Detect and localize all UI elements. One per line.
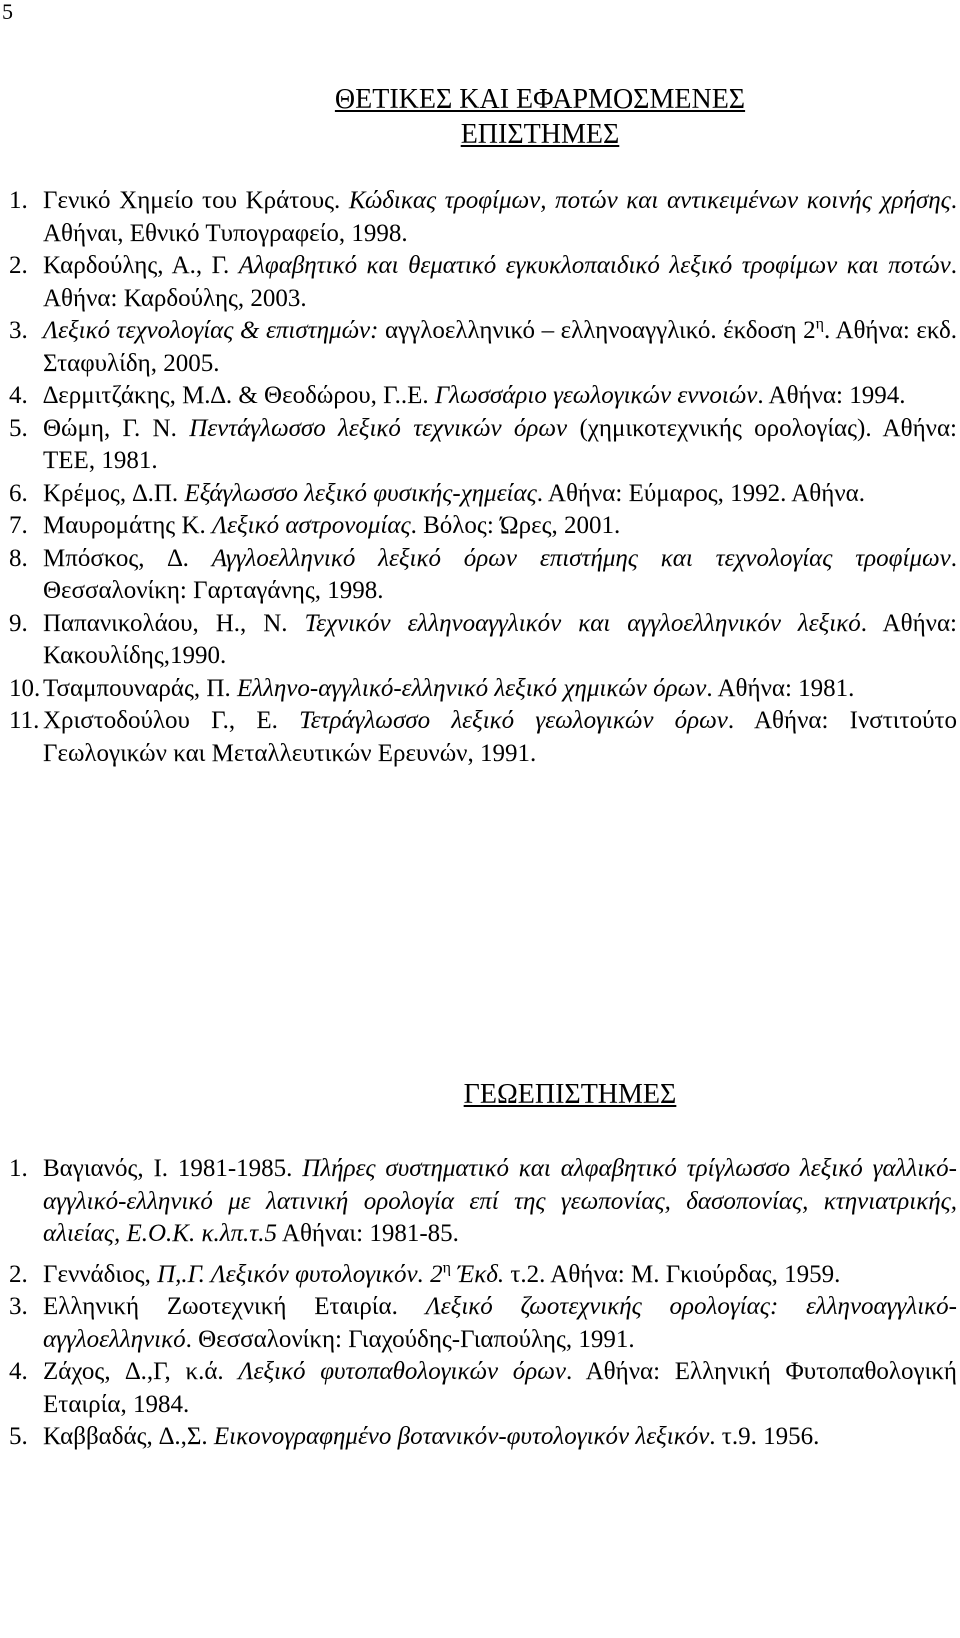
page-number: 5 bbox=[2, 0, 13, 24]
list-item: 9. Παπανικολάου, Η., Ν. Τεχνικόν ελληνοαγγλικόν και αγγλοελληνικόν λεξικό. Αθήνα: Κακουλίδης,1990. bbox=[9, 609, 957, 669]
list-item: 1. Γενικό Χημείο του Κράτους. Κώδικας τροφίμων, ποτών και αντικειμένων κοινής χρήσης. Αθήναι, Εθνικό Τυπογραφείο, 1998. bbox=[9, 187, 957, 247]
list-item: 10. Τσαμπουναράς, Π. Ελληνο-αγγλικό-ελληνικό λεξικό χημικών όρων. Αθήνα: 1981. bbox=[9, 674, 855, 702]
list-item: 2. Καρδούλης, Α., Γ. Αλφαβητικό και θεματικό εγκυκλοπαιδικό λεξικό τροφίμων και ποτών. Αθήνα: Καρδούλης, 2003. bbox=[9, 252, 957, 312]
list-item: 2. Γεννάδιος, Π,.Γ. Λεξικόν φυτολογικόν. $2^\eta$ Έκδ. τ.2. Αθήνα: Μ. Γκιούρδας, 1959. bbox=[9, 1259, 841, 1288]
list-item: 3. Λεξικό τεχνολογίας & επιστημών: αγγλοελληνικό – ελληνοαγγλικό. έκδοση $2^\eta$. Αθήνα: εκδ. Σταφυλίδη, 2005. bbox=[9, 315, 958, 377]
section-title-geosciences: ΓΕΩΕΠΙΣΤΗΜΕΣ bbox=[463, 1079, 677, 1110]
list-item: 1. Βαγιανός, Ι. 1981-1985. Πλήρες συστηματικό και αλφαβητικό τρίγλωσσο λεξικό γαλλικό-αγγλικό-ελληνικό με λατινική ορολογία επί της γεωπονίας, δασοπονίας, κτηνιατρικής, αλιείας, Ε.Ο.Κ. κ.λπ.τ.5 Αθήναι: 1981-85. bbox=[9, 1155, 957, 1247]
section-title-sciences-line1: ΘΕΤΙΚΕΣ ΚΑΙ ΕΦΑΡΜΟΣΜΕΝΕΣ bbox=[334, 84, 746, 115]
list-item: 8. Μπόσκος, ∆. Αγγλοελληνικό λεξικό όρων επιστήμης και τεχνολογίας τροφίμων. Θεσσαλονίκη: Γαρταγάνης, 1998. bbox=[9, 544, 957, 604]
section-title-sciences-line2: ΕΠΙΣΤΗΜΕΣ bbox=[460, 119, 620, 150]
reference-list-sciences bbox=[9, 185, 957, 770]
list-item: 6. Κρέμος, ∆.Π. Εξάγλωσσο λεξικό φυσικής-χημείας. Αθήνα: Εύμαρος, 1992. Αθήνα. bbox=[9, 479, 866, 507]
reference-list-geosciences bbox=[9, 1153, 957, 1454]
list-item: 3. Ελληνική Ζωοτεχνική Εταιρία. Λεξικό ζωοτεχνικής ορολογίας: ελληνοαγγλικό-αγγλοελληνικό. Θεσσαλονίκη: Γιαχούδης-Γιαπούλης, 1991. bbox=[9, 1293, 957, 1353]
list-item: 5. Καββαδάς, ∆.,Σ. Εικονογραφημένο βοτανικόν-φυτολογικόν λεξικόν. τ.9. 1956. bbox=[9, 1423, 820, 1450]
list-item: 7. Μαυρομάτης Κ. Λεξικό αστρονομίας. Βόλος: Ώρες, 2001. bbox=[9, 512, 621, 539]
list-item: 5. Θώμη, Γ. Ν. Πεντάγλωσσο λεξικό τεχνικών όρων (χημικοτεχνικής ορολογίας). Αθήνα: ΤΕΕ, 1981. bbox=[9, 414, 958, 474]
list-item: 11. Χριστοδούλου Γ., Ε. Τετράγλωσσο λεξικό γεωλογικών όρων. Αθήνα: Ινστιτούτο Γεωλογικών και Μεταλλευτικών Ερευνών, 1991. bbox=[9, 707, 958, 767]
list-item: 4. ∆ερμιτζάκης, Μ.∆. & Θεοδώρου, Γ..Ε. Γλωσσάριο γεωλογικών εννοιών. Αθήνα: 1994. bbox=[9, 382, 906, 409]
list-item: 4. Ζάχος, ∆.,Γ, κ.ά. Λεξικό φυτοπαθολογικών όρων. Αθήνα: Ελληνική Φυτοπαθολογική Εταιρία, 1984. bbox=[9, 1358, 957, 1418]
